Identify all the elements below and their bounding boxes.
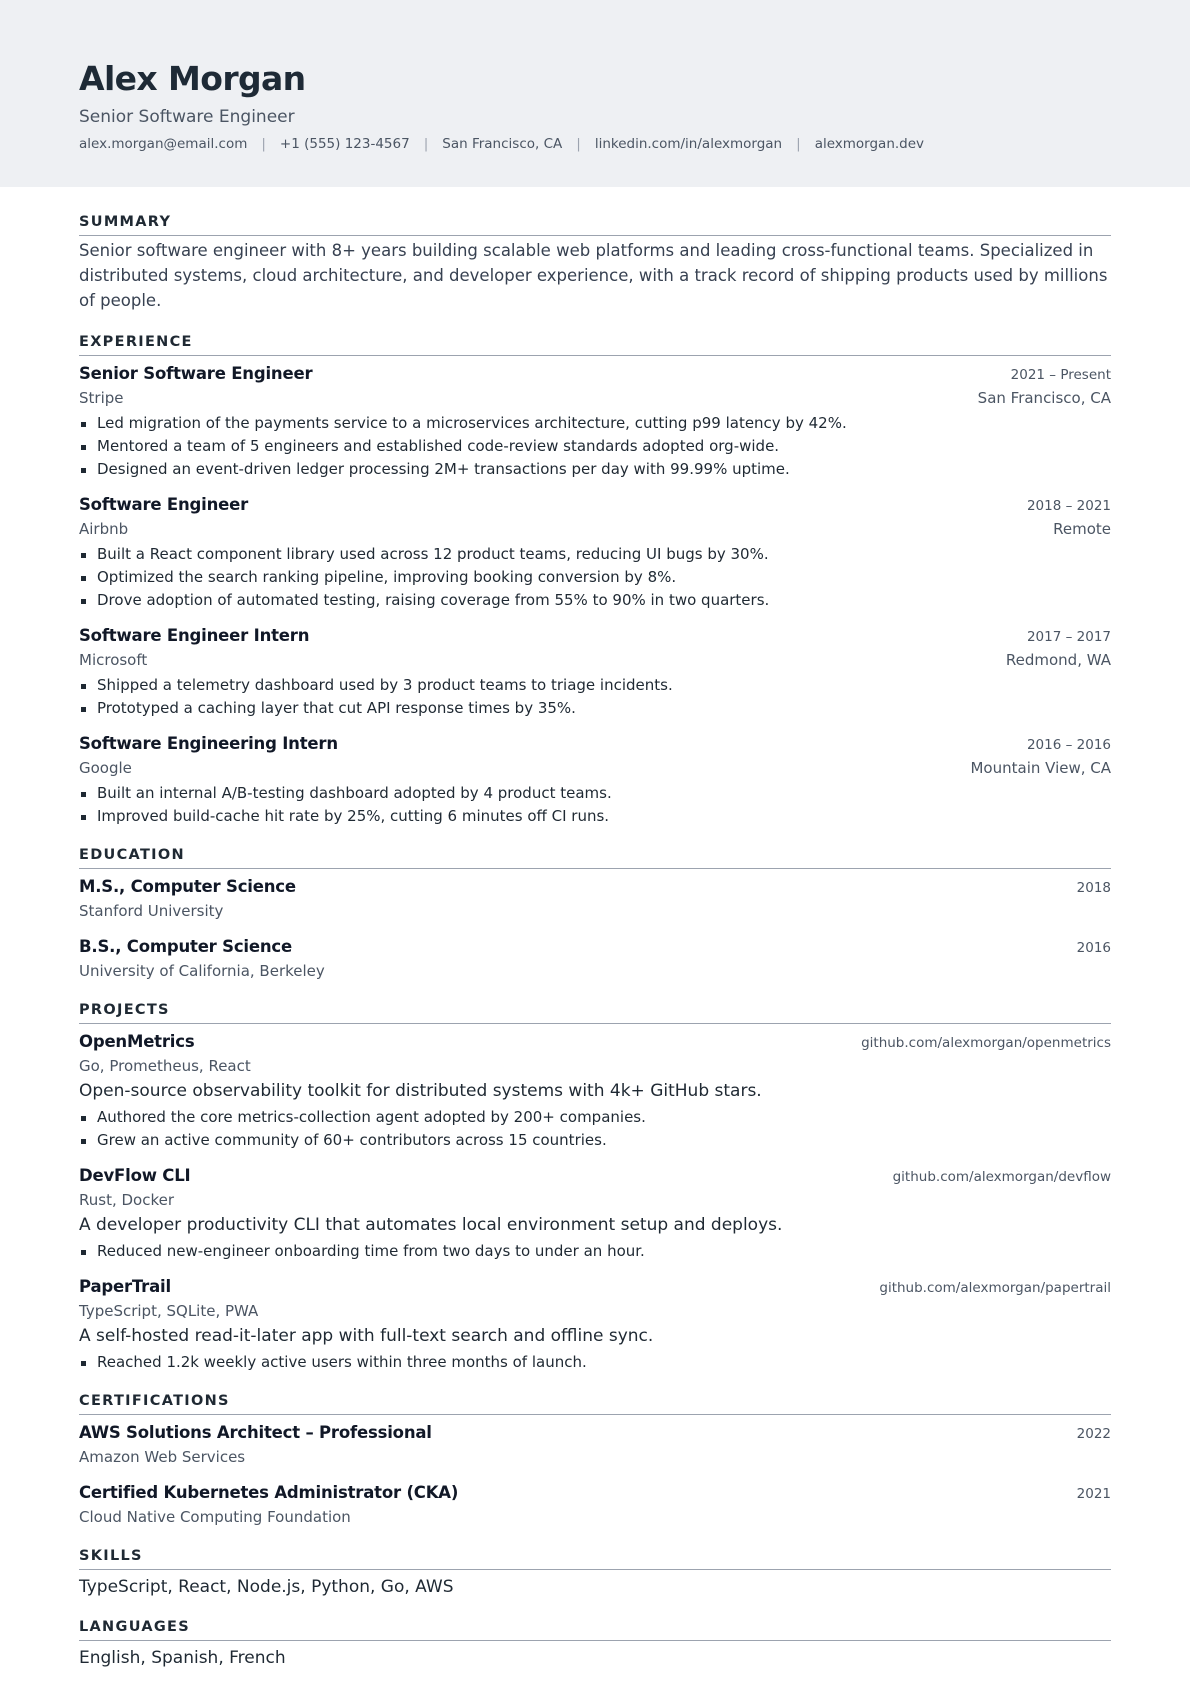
experience-section — [79, 321, 1111, 834]
project-description: A developer productivity CLI that automates local environment setup and deploys. — [79, 1215, 783, 1235]
bullet-item: Reduced new-engineer onboarding time from two days to under an hour. — [79, 1240, 1111, 1263]
separator: | — [423, 136, 429, 152]
bullet-item: Grew an active community of 60+ contributors across 15 countries. — [79, 1129, 1111, 1152]
email-link[interactable]: alex.morgan@email.com — [79, 136, 248, 152]
certification-issuer: Amazon Web Services — [79, 1448, 246, 1466]
certifications-section — [79, 1380, 1111, 1535]
bullet-item: Designed an event-driven ledger processing 2M+ transactions per day with 99.99% uptime. — [79, 458, 1111, 481]
certification-year: 2021 — [1076, 1486, 1111, 1502]
job-title: Senior Software Engineer — [79, 364, 313, 383]
graduation-year: 2018 — [1076, 880, 1111, 896]
section-heading: PROJECTS — [79, 989, 1111, 1024]
languages-section — [79, 1606, 1111, 1677]
certification-entry — [79, 1475, 1111, 1535]
section-heading: SKILLS — [79, 1535, 1111, 1570]
project-stack: TypeScript, SQLite, PWA — [79, 1302, 259, 1320]
project-stack: Go, Prometheus, React — [79, 1057, 251, 1075]
degree: M.S., Computer Science — [79, 877, 296, 896]
job-title: Software Engineer — [79, 495, 249, 514]
section-heading: LANGUAGES — [79, 1606, 1111, 1641]
certification-year: 2022 — [1076, 1426, 1111, 1442]
job-dates: 2018 – 2021 — [1026, 498, 1111, 514]
experience-entry — [79, 487, 1111, 618]
separator: | — [261, 136, 266, 152]
job-location: Redmond, WA — [1005, 651, 1111, 669]
bullet-list — [79, 674, 1111, 720]
project-entry — [79, 1024, 1111, 1158]
bullet-item: Led migration of the payments service to a microservices architecture, cutting p99 latency by 42%. — [79, 412, 1111, 435]
experience-entry — [79, 356, 1111, 487]
bullet-item: Prototyped a caching layer that cut API response times by 35%. — [79, 697, 1111, 720]
project-link[interactable]: github.com/alexmorgan/papertrail — [879, 1280, 1111, 1296]
degree: B.S., Computer Science — [79, 937, 292, 956]
contact-line — [79, 134, 1111, 154]
website-link[interactable]: alexmorgan.dev — [814, 136, 925, 152]
bullet-list — [79, 1106, 1111, 1152]
bullet-list — [79, 543, 1111, 612]
separator: | — [576, 136, 581, 152]
job-location: San Francisco, CA — [977, 389, 1111, 407]
job-location: Remote — [1053, 520, 1111, 538]
bullet-list — [79, 1240, 1111, 1263]
bullet-list — [79, 1351, 1111, 1374]
resume-body — [0, 187, 1190, 1677]
bullet-item: Shipped a telemetry dashboard used by 3 product teams to triage incidents. — [79, 674, 1111, 697]
certification-name: AWS Solutions Architect – Professional — [79, 1423, 432, 1442]
company-name: Stripe — [79, 389, 124, 407]
location: San Francisco, CA — [442, 136, 563, 152]
project-link[interactable]: github.com/alexmorgan/devflow — [892, 1169, 1111, 1185]
bullet-item: Optimized the search ranking pipeline, improving booking conversion by 8%. — [79, 566, 1111, 589]
project-name: PaperTrail — [79, 1277, 171, 1296]
bullet-item: Improved build-cache hit rate by 25%, cutting 6 minutes off CI runs. — [79, 805, 1111, 828]
bullet-item: Reached 1.2k weekly active users within three months of launch. — [79, 1351, 1111, 1374]
separator: | — [796, 136, 801, 152]
bullet-item: Mentored a team of 5 engineers and established code-review standards adopted org-wide. — [79, 435, 1111, 458]
experience-entry — [79, 726, 1111, 834]
job-dates: 2017 – 2017 — [1026, 629, 1111, 645]
summary-text: Senior software engineer with 8+ years building scalable web platforms and leading cross-functional teams. Specialized in distributed systems, cloud architecture, and developer experience, with a track record of shipping products used by millions of people. — [79, 241, 1108, 310]
phone-number: +1 (555) 123-4567 — [279, 136, 410, 152]
company-name: Airbnb — [79, 520, 129, 538]
project-link[interactable]: github.com/alexmorgan/openmetrics — [861, 1035, 1111, 1051]
job-title: Software Engineer Intern — [79, 626, 310, 645]
bullet-item: Authored the core metrics-collection agent adopted by 200+ companies. — [79, 1106, 1111, 1129]
school-name: Stanford University — [79, 902, 224, 920]
graduation-year: 2016 — [1076, 940, 1111, 956]
bullet-item: Built an internal A/B-testing dashboard adopted by 4 product teams. — [79, 782, 1111, 805]
certification-name: Certified Kubernetes Administrator (CKA) — [79, 1483, 459, 1502]
projects-section — [79, 989, 1111, 1380]
school-name: University of California, Berkeley — [79, 962, 325, 980]
job-title: Software Engineering Intern — [79, 734, 338, 753]
resume-header — [0, 0, 1190, 187]
bullet-list — [79, 782, 1111, 828]
certification-entry — [79, 1415, 1111, 1475]
experience-entry — [79, 618, 1111, 726]
education-section — [79, 834, 1111, 989]
job-location: Mountain View, CA — [970, 759, 1111, 777]
section-heading: EDUCATION — [79, 834, 1111, 869]
summary-section — [79, 201, 1111, 321]
project-description: Open-source observability toolkit for distributed systems with 4k+ GitHub stars. — [79, 1081, 762, 1101]
project-description: A self-hosted read-it-later app with full-text search and offline sync. — [79, 1326, 654, 1346]
certification-issuer: Cloud Native Computing Foundation — [79, 1508, 351, 1526]
education-entry — [79, 929, 1111, 989]
bullet-list — [79, 412, 1111, 481]
job-dates: 2021 – Present — [1010, 367, 1111, 383]
project-entry — [79, 1158, 1111, 1269]
section-heading: SUMMARY — [79, 201, 1111, 236]
job-dates: 2016 – 2016 — [1026, 737, 1111, 753]
linkedin-link[interactable]: linkedin.com/in/alexmorgan — [594, 136, 783, 152]
company-name: Microsoft — [79, 651, 148, 669]
skills-section — [79, 1535, 1111, 1606]
section-heading: CERTIFICATIONS — [79, 1380, 1111, 1415]
candidate-name: Alex Morgan — [79, 59, 306, 98]
skills-list: TypeScript, React, Node.js, Python, Go, AWS — [79, 1577, 454, 1597]
bullet-item: Built a React component library used across 12 product teams, reducing UI bugs by 30%. — [79, 543, 1111, 566]
candidate-title: Senior Software Engineer — [79, 107, 295, 127]
project-entry — [79, 1269, 1111, 1380]
project-name: OpenMetrics — [79, 1032, 195, 1051]
section-heading: EXPERIENCE — [79, 321, 1111, 356]
company-name: Google — [79, 759, 132, 777]
project-stack: Rust, Docker — [79, 1191, 175, 1209]
project-name: DevFlow CLI — [79, 1166, 191, 1185]
languages-list: English, Spanish, French — [79, 1648, 286, 1668]
bullet-item: Drove adoption of automated testing, raising coverage from 55% to 90% in two quarters. — [79, 589, 1111, 612]
education-entry — [79, 869, 1111, 929]
